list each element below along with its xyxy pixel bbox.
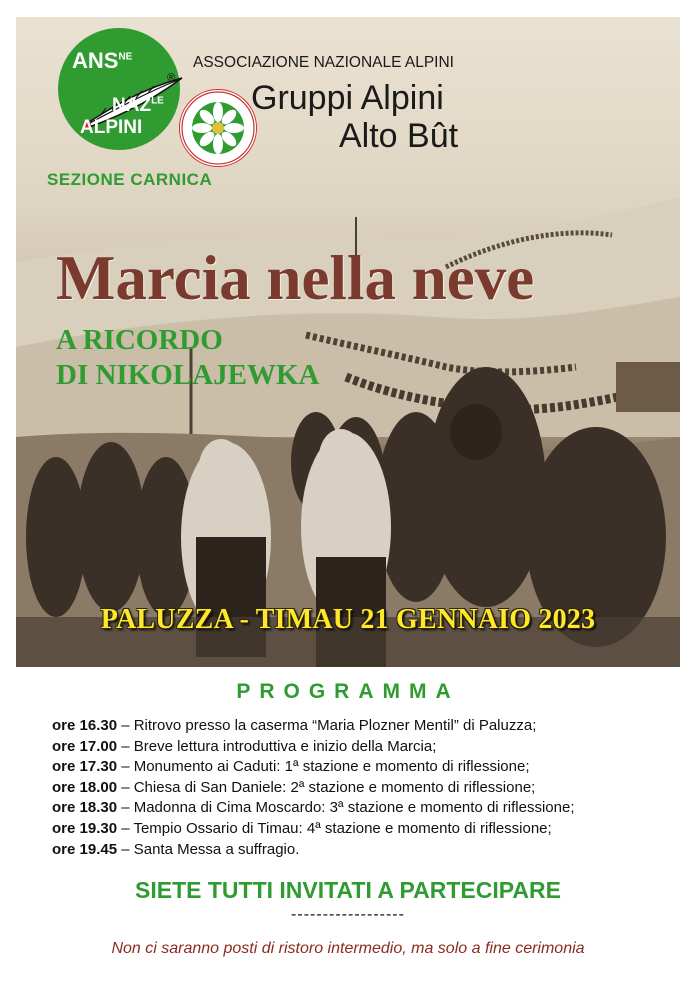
programma-heading: PROGRAMMA	[236, 680, 460, 703]
ana-logo	[58, 28, 180, 150]
schedule-item	[52, 778, 575, 799]
sezione-carnica-badge	[179, 89, 257, 167]
schedule-time: ore 19.30	[52, 819, 118, 837]
schedule-time: ore 17.00	[52, 737, 118, 755]
event-title: Marcia nella neve	[56, 243, 535, 313]
schedule-item	[52, 737, 575, 758]
event-subtitle-line2: DI NIKOLAJEWKA	[56, 359, 320, 392]
association-name: ASSOCIAZIONE NAZIONALE ALPINI	[193, 54, 454, 71]
schedule-list	[52, 716, 575, 860]
event-subtitle-line1: A RICORDO	[56, 324, 223, 356]
logo-text-alpini: ALPINI	[80, 117, 143, 138]
schedule-item	[52, 840, 575, 861]
background-photo	[16, 17, 680, 667]
group-name-line2: Alto Bût	[339, 117, 459, 156]
schedule-item	[52, 819, 575, 840]
schedule-text: – Monumento ai Caduti: 1ª stazione e momento di riflessione;	[117, 758, 530, 776]
schedule-text: – Santa Messa a suffragio.	[117, 840, 300, 858]
schedule-time: ore 17.30	[52, 758, 118, 776]
schedule-text: – Breve lettura introduttiva e inizio della Marcia;	[117, 737, 437, 755]
schedule-text: – Ritrovo presso la caserma “Maria Plozner Mentil” di Paluzza;	[117, 717, 537, 734]
schedule-item	[52, 798, 575, 819]
section-name: SEZIONE CARNICA	[47, 170, 213, 189]
logo-text-ans: $ANS^{NE}$	[72, 48, 133, 73]
event-date-place: PALUZZA - TIMAU 21 GENNAIO 2023	[100, 604, 596, 635]
schedule-item	[52, 757, 575, 778]
schedule-text: – Tempio Ossario di Timau: 4ª stazione e momento di riflessione;	[117, 819, 552, 837]
schedule-text: – Madonna di Cima Moscardo: 3ª stazione e momento di riflessione;	[117, 799, 575, 817]
event-subtitle	[56, 323, 319, 394]
schedule-item	[52, 716, 575, 737]
logo-text-naz: $NAZ^{LE}$	[112, 95, 164, 116]
group-name	[251, 79, 458, 155]
schedule-time: ore 19.45	[52, 840, 118, 858]
registered-mark: ®	[167, 72, 176, 84]
schedule-time: ore 16.30	[52, 717, 118, 734]
schedule-time: ore 18.30	[52, 799, 118, 817]
schedule-time: ore 18.00	[52, 778, 118, 796]
footer-note: Non ci saranno posti di ristoro intermedio, ma solo a fine cerimonia	[111, 940, 585, 957]
separator: ------------------	[291, 906, 405, 923]
schedule-text: – Chiesa di San Daniele: 2ª stazione e momento di riflessione;	[117, 778, 536, 796]
edelweiss-icon	[180, 90, 256, 166]
group-name-line1: Gruppi Alpini	[251, 79, 444, 117]
invitation-text: SIETE TUTTI INVITATI A PARTECIPARE	[135, 877, 561, 903]
